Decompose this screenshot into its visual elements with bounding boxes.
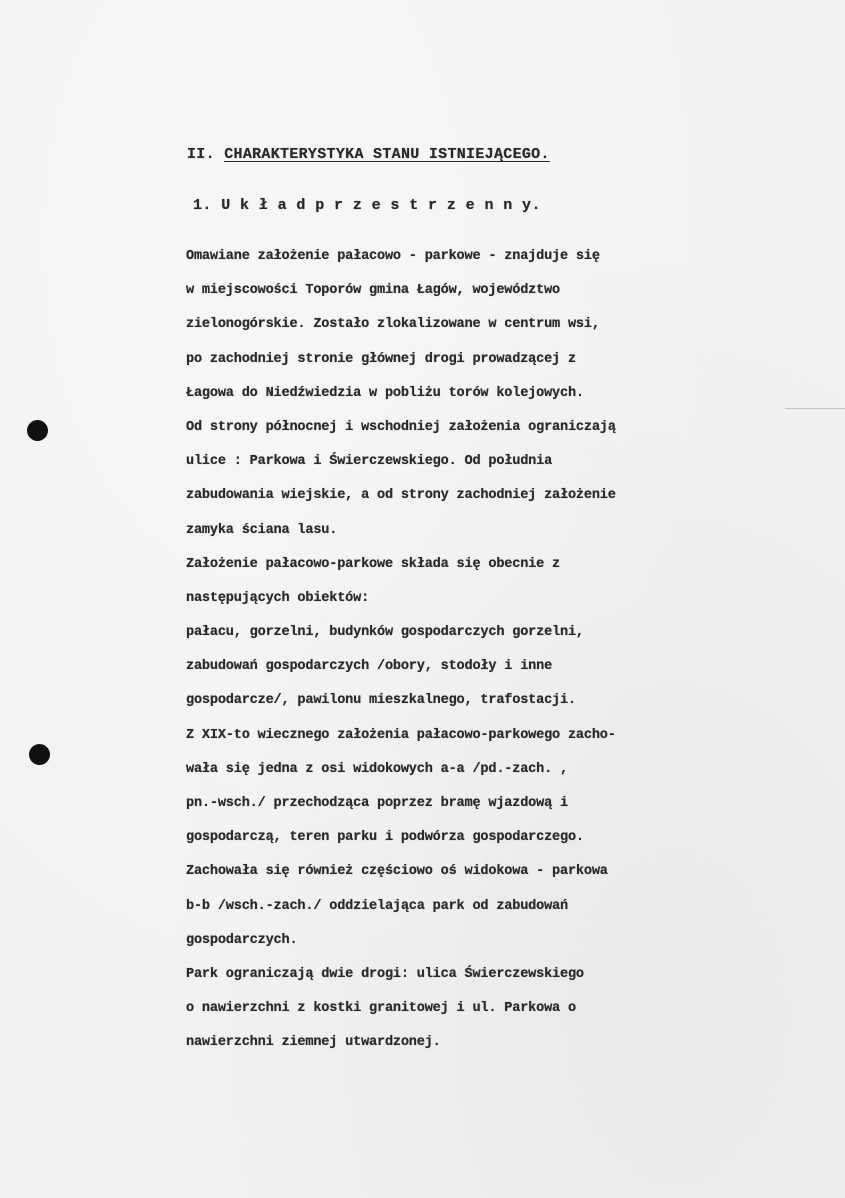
text-line: gospodarcze/, pawilonu mieszkalnego, trafostacji. bbox=[186, 693, 576, 709]
text-line: zabudowania wiejskie, a od strony zachodniej założenie bbox=[186, 488, 616, 504]
punch-hole bbox=[27, 420, 48, 441]
text-line: Od strony północnej i wschodniej założenia ograniczają bbox=[186, 419, 616, 435]
text-line: po zachodniej stronie głównej drogi prowadzącej z bbox=[186, 351, 576, 367]
text-line: zabudowań gospodarczych /obory, stodoły i inne bbox=[186, 659, 553, 675]
text-line: zamyka ściana lasu. bbox=[186, 522, 338, 538]
section-number: II. bbox=[187, 146, 215, 163]
text-line: wała się jedna z osi widokowych a-a /pd.-zach. , bbox=[186, 761, 568, 777]
text-line: nawierzchni ziemnej utwardzonej. bbox=[186, 1035, 441, 1051]
text-line: następujących obiektów: bbox=[186, 590, 370, 606]
section-title: CHARAKTERYSTYKA STANU ISTNIEJĄCEGO. bbox=[224, 146, 550, 163]
punch-hole bbox=[29, 744, 50, 765]
body-text bbox=[186, 246, 766, 1067]
text-line: Z XIX-to wiecznego założenia pałacowo-parkowego zacho- bbox=[186, 727, 616, 743]
text-line: Łagowa do Niedźwiedzia w pobliżu torów kolejowych. bbox=[186, 385, 584, 401]
text-line: Założenie pałacowo-parkowe składa się obecnie z bbox=[186, 556, 561, 572]
text-line: Park ograniczają dwie drogi: ulica Świerczewskiego bbox=[186, 966, 584, 982]
text-line: o nawierzchni z kostki granitowej i ul. Parkowa o bbox=[186, 1001, 576, 1017]
text-line: pałacu, gorzelni, budynków gospodarczych gorzelni, bbox=[186, 625, 584, 641]
section-heading bbox=[187, 146, 550, 163]
text-line: b-b /wsch.-zach./ oddzielająca park od zabudowań bbox=[186, 898, 568, 914]
text-line: w miejscowości Toporów gmina Łagów, województwo bbox=[186, 283, 561, 299]
text-line: gospodarczych. bbox=[186, 932, 298, 948]
subsection-heading: 1. U k ł a d p r z e s t r z e n n y. bbox=[193, 197, 541, 214]
text-line: zielonogórskie. Zostało zlokalizowane w centrum wsi, bbox=[186, 317, 600, 333]
text-line: pn.-wsch./ przechodząca poprzez bramę wjazdową i bbox=[186, 796, 568, 811]
text-line: Omawiane założenie pałacowo - parkowe - znajduje się bbox=[186, 249, 600, 264]
text-line: Zachowała się również częściowo oś widokowa - parkowa bbox=[186, 864, 608, 880]
paper-mark bbox=[785, 408, 845, 409]
text-line: ulice : Parkowa i Świerczewskiego. Od południa bbox=[186, 454, 553, 470]
text-line: gospodarczą, teren parku i podwórza gospodarczego. bbox=[186, 830, 584, 846]
